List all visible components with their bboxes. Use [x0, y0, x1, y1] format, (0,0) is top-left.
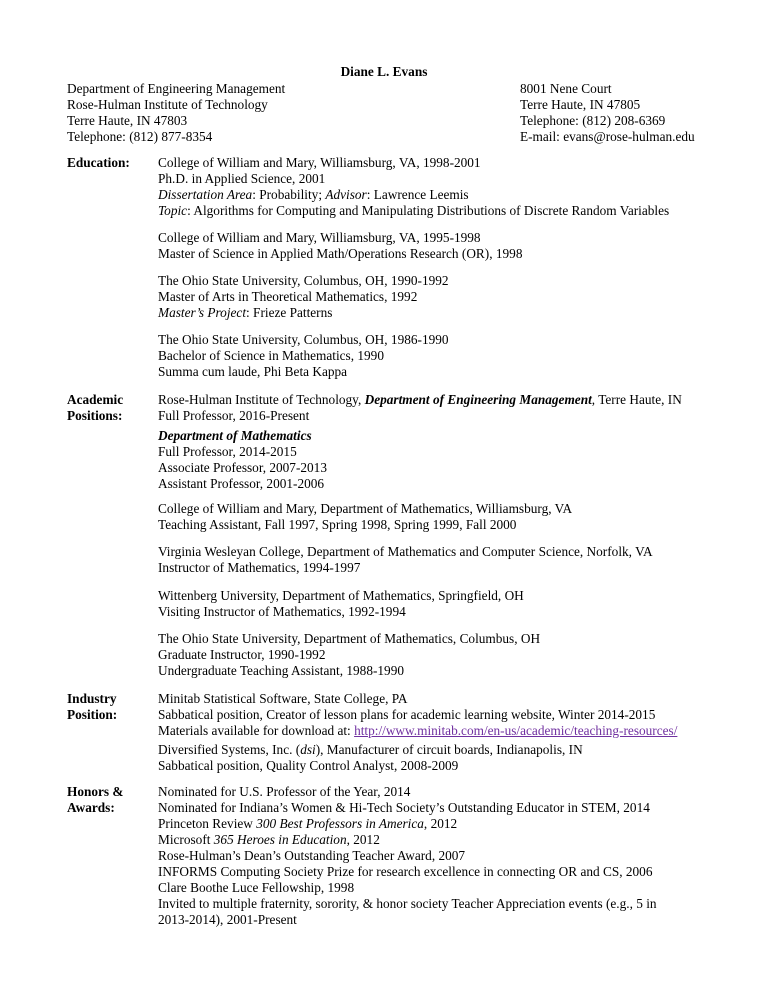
honor-item: Nominated for Indiana’s Women & Hi-Tech Society’s Outstanding Educator in STEM, 2014: [158, 800, 650, 815]
honors-label-line2: Awards:: [67, 800, 115, 815]
education-ma: [158, 273, 449, 321]
department: Department of Mathematics: [158, 428, 312, 443]
academic-label-line1: Academic: [67, 392, 124, 407]
location: , Terre Haute, IN: [591, 392, 682, 407]
honor-title: 365 Heroes in Education: [213, 832, 347, 847]
dissertation-line: [158, 187, 669, 203]
position-math: [158, 428, 327, 492]
edu-degree: Master of Arts in Theoretical Mathematics, 1992: [158, 289, 418, 304]
edu-degree: Bachelor of Science in Mathematics, 1990: [158, 348, 384, 363]
topic-label: Topic: [158, 203, 188, 218]
advisor-label: Advisor: [325, 187, 367, 202]
honors-label: [67, 784, 124, 816]
cv-name: Diane L. Evans: [340, 64, 428, 79]
position-line: Virginia Wesleyan College, Department of Mathematics and Computer Science, Norfolk, VA: [158, 544, 653, 559]
honor-title: 300 Best Professors in America: [256, 816, 424, 831]
edu-school: College of William and Mary, Williamsburg, VA, 1998-2001: [158, 155, 481, 170]
honors-label-line1: Honors &: [67, 784, 124, 799]
industry-minitab: [158, 691, 677, 739]
position-role: Sabbatical position, Creator of lesson plans for academic learning website, Winter 2014-2015: [158, 707, 656, 722]
position-role: Visiting Instructor of Mathematics, 1992-1994: [158, 604, 406, 619]
academic-label-text: Positions:: [67, 408, 123, 423]
department: Department of Engineering Management: [364, 392, 592, 407]
home-address: [520, 81, 695, 145]
honor-item: Nominated for U.S. Professor of the Year, 2014: [158, 784, 411, 799]
position-wm: [158, 501, 572, 533]
position-line: College of William and Mary, Department of Mathematics, Williamsburg, VA: [158, 501, 573, 516]
education-label: Education:: [67, 155, 130, 170]
edu-school: College of William and Mary, Williamsburg, VA, 1995-1998: [158, 230, 481, 245]
honor-text: Princeton Review: [158, 816, 257, 831]
work-address-line: Rose-Hulman Institute of Technology: [67, 97, 268, 112]
honor-year: , 2012: [346, 832, 380, 847]
dissertation-area-label: Dissertation Area: [158, 187, 253, 202]
position-line: Wittenberg University, Department of Mathematics, Springfield, OH: [158, 588, 524, 603]
position-role: Undergraduate Teaching Assistant, 1988-1990: [158, 663, 404, 678]
position-wit: [158, 588, 524, 620]
materials-text: Materials available for download at:: [158, 723, 355, 738]
work-phone: Telephone: (812) 877-8354: [67, 129, 213, 144]
education-ms: [158, 230, 522, 262]
position-line: Minitab Statistical Software, State College, PA: [158, 691, 408, 706]
position-role: Teaching Assistant, Fall 1997, Spring 1998, Spring 1999, Fall 2000: [158, 517, 517, 532]
project: : Frieze Patterns: [246, 305, 333, 320]
industry-dsi: [158, 742, 583, 774]
dissertation-area: : Probability;: [252, 187, 326, 202]
project-line: [158, 305, 449, 321]
advisor: : Lawrence Leemis: [366, 187, 469, 202]
position-role: Assistant Professor, 2001-2006: [158, 476, 325, 491]
academic-label-line2: [67, 408, 123, 424]
position-role: Instructor of Mathematics, 1994-1997: [158, 560, 361, 575]
materials-line: [158, 723, 677, 739]
position-role: Full Professor, 2016-Present: [158, 408, 310, 423]
topic: : Algorithms for Computing and Manipulating Distributions of Discrete Random Variables: [187, 203, 670, 218]
position-role: Graduate Instructor, 1990-1992: [158, 647, 326, 662]
company-description: ), Manufacturer of circuit boards, Indianapolis, IN: [315, 742, 583, 757]
honor-year: , 2012: [423, 816, 458, 831]
industry-label-line2: Position:: [67, 707, 118, 722]
position-role: Full Professor, 2014-2015: [158, 444, 297, 459]
home-address-line: 8001 Nene Court: [520, 81, 612, 96]
honor-item: [158, 816, 657, 832]
company: Diversified Systems, Inc. (: [158, 742, 301, 757]
edu-school: The Ohio State University, Columbus, OH, 1990-1992: [158, 273, 449, 288]
honor-item: INFORMS Computing Society Prize for research excellence in connecting OR and CS, 2006: [158, 864, 653, 879]
honors-list: [158, 784, 657, 928]
work-address-line: Terre Haute, IN 47803: [67, 113, 188, 128]
company-abbr: dsi: [300, 742, 316, 757]
position-osu: [158, 631, 540, 679]
position-vw: [158, 544, 653, 576]
education-bs: [158, 332, 449, 380]
honor-item: Invited to multiple fraternity, sorority, & honor society Teacher Appreciation events (e.g., 5 in: [158, 896, 657, 911]
edu-degree: Master of Science in Applied Math/Operations Research (OR), 1998: [158, 246, 523, 261]
email[interactable]: E-mail: evans@rose-hulman.edu: [520, 129, 695, 144]
position-line: [158, 392, 682, 408]
home-phone: Telephone: (812) 208-6369: [520, 113, 666, 128]
honor-item: Clare Boothe Luce Fellowship, 1998: [158, 880, 355, 895]
honor-item-cont: 2013-2014), 2001-Present: [158, 912, 297, 927]
topic-line: [158, 203, 669, 219]
industry-label: [67, 691, 117, 723]
education-phd: [158, 155, 669, 219]
home-address-line: Terre Haute, IN 47805: [520, 97, 641, 112]
academic-label: [67, 392, 123, 424]
edu-degree: Ph.D. in Applied Science, 2001: [158, 171, 326, 186]
edu-school: The Ohio State University, Columbus, OH, 1986-1990: [158, 332, 449, 347]
position-rh: [158, 392, 682, 424]
position-line: The Ohio State University, Department of Mathematics, Columbus, OH: [158, 631, 541, 646]
honor-text: Microsoft: [158, 832, 214, 847]
position-line: [158, 742, 583, 758]
work-address-line: Department of Engineering Management: [67, 81, 286, 96]
project-label: Master’s Project: [158, 305, 247, 320]
position-role: Sabbatical position, Quality Control Analyst, 2008-2009: [158, 758, 459, 773]
minitab-link[interactable]: http://www.minitab.com/en-us/academic/teaching-resources/: [354, 723, 678, 738]
position-role: Associate Professor, 2007-2013: [158, 460, 327, 475]
honor-item: Rose-Hulman’s Dean’s Outstanding Teacher Award, 2007: [158, 848, 466, 863]
edu-honors: Summa cum laude, Phi Beta Kappa: [158, 364, 348, 379]
institution: Rose-Hulman Institute of Technology,: [158, 392, 365, 407]
industry-label-line1: Industry: [67, 691, 117, 706]
honor-item: [158, 832, 657, 848]
work-address: [67, 81, 285, 145]
